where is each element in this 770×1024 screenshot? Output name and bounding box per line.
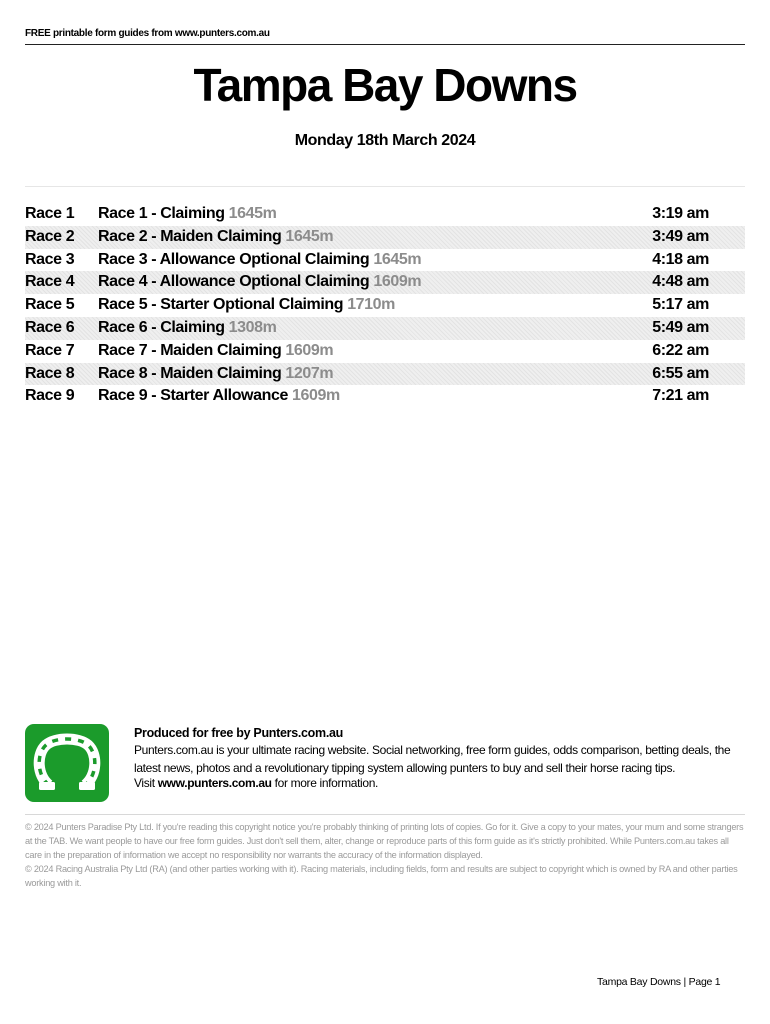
race-title: Race 9 - Starter Allowance	[98, 387, 288, 405]
race-distance: 1609m	[292, 387, 340, 405]
race-row	[25, 226, 745, 249]
race-row	[25, 317, 745, 340]
race-time: 4:48 am	[652, 273, 709, 291]
race-number: Race 6	[25, 318, 75, 336]
section-divider	[25, 186, 745, 187]
page-footer: Tampa Bay Downs | Page 1	[597, 976, 721, 988]
race-title: Race 8 - Maiden Claiming	[98, 364, 282, 382]
race-number: Race 7	[25, 341, 75, 359]
visit-prefix: Visit	[134, 776, 155, 790]
visit-line	[134, 776, 378, 790]
produced-description: Punters.com.au is your ultimate racing website. Social networking, free form guides, odds comparison, betting deals, the latest news, photos and a revolutionary tipping system allowing punters to buy and sell their horse racing tips.	[134, 743, 731, 775]
race-title: Race 3 - Allowance Optional Claiming	[98, 250, 370, 268]
race-row	[25, 340, 745, 363]
race-name	[98, 249, 421, 272]
race-distance: 1308m	[228, 318, 277, 336]
race-name	[98, 363, 333, 386]
race-row	[25, 249, 745, 272]
race-title: Race 2 - Maiden Claiming	[98, 227, 282, 245]
race-distance: 1645m	[285, 227, 334, 245]
race-list	[25, 203, 745, 408]
race-row	[25, 203, 745, 226]
race-row	[25, 385, 745, 408]
visit-link[interactable]: www.punters.com.au	[157, 776, 272, 790]
race-time: 5:49 am	[652, 318, 709, 336]
race-time: 3:19 am	[652, 205, 709, 222]
copyright-divider	[25, 814, 745, 815]
race-distance: 1645m	[373, 250, 422, 268]
race-number: Race 4	[25, 273, 75, 291]
punters-logo	[25, 724, 109, 802]
page-title: Tampa Bay Downs	[193, 59, 577, 111]
race-distance: 1609m	[285, 341, 334, 359]
horseshoe-icon	[25, 724, 109, 802]
race-name	[98, 226, 333, 249]
race-title: Race 4 - Allowance Optional Claiming	[98, 273, 370, 291]
race-time: 6:55 am	[652, 364, 709, 382]
race-row	[25, 271, 745, 294]
race-distance: 1207m	[285, 364, 334, 382]
copyright-racing-australia: © 2024 Racing Australia Pty Ltd (RA) (and other parties working with it). Racing materials, including fields, form and results are subject to copyright which is owned by RA and other parties working with it.	[25, 864, 738, 888]
race-row	[25, 294, 745, 317]
race-time: 6:22 am	[652, 341, 709, 359]
race-number: Race 5	[25, 296, 75, 314]
race-number: Race 3	[25, 250, 75, 268]
meeting-date: Monday 18th March 2024	[294, 132, 476, 149]
race-title: Race 7 - Maiden Claiming	[98, 341, 282, 359]
race-name	[98, 385, 340, 408]
race-distance: 1609m	[373, 273, 422, 291]
race-name	[98, 294, 395, 317]
visit-suffix: for more information.	[274, 776, 378, 790]
race-time: 4:18 am	[652, 250, 709, 268]
race-title: Race 1 - Claiming	[98, 205, 225, 222]
race-time: 5:17 am	[652, 296, 709, 314]
race-number: Race 9	[25, 387, 75, 405]
race-time: 3:49 am	[652, 227, 709, 245]
header-divider	[25, 44, 745, 45]
produced-title: Produced for free by Punters.com.au	[134, 726, 343, 740]
race-title: Race 6 - Claiming	[98, 318, 225, 336]
race-name	[98, 203, 276, 226]
race-title: Race 5 - Starter Optional Claiming	[98, 296, 344, 314]
race-number: Race 1	[25, 205, 75, 222]
race-name	[98, 317, 276, 340]
race-row	[25, 363, 745, 386]
race-time: 7:21 am	[652, 387, 709, 405]
race-name	[98, 340, 333, 363]
race-distance: 1710m	[347, 296, 396, 314]
copyright-notice	[25, 820, 747, 890]
race-name	[98, 271, 421, 294]
race-number: Race 2	[25, 227, 75, 245]
race-number: Race 8	[25, 364, 75, 382]
copyright-punters: © 2024 Punters Paradise Pty Ltd. If you're reading this copyright notice you're probably thinking of printing lots of copies. Go for it. Give a copy to your mates, your mum and some strangers at the TAB. We want people to have our free form guides. Just don't sell them, alter, change or reproduce parts of this form guide as it's strictly prohibited. While Punters.com.au takes all care in the preparation of information we accept no responsibility nor warrants the accuracy of the information displayed.	[25, 822, 744, 860]
header-note: FREE printable form guides from www.punters.com.au	[25, 28, 270, 39]
race-distance: 1645m	[228, 205, 277, 222]
